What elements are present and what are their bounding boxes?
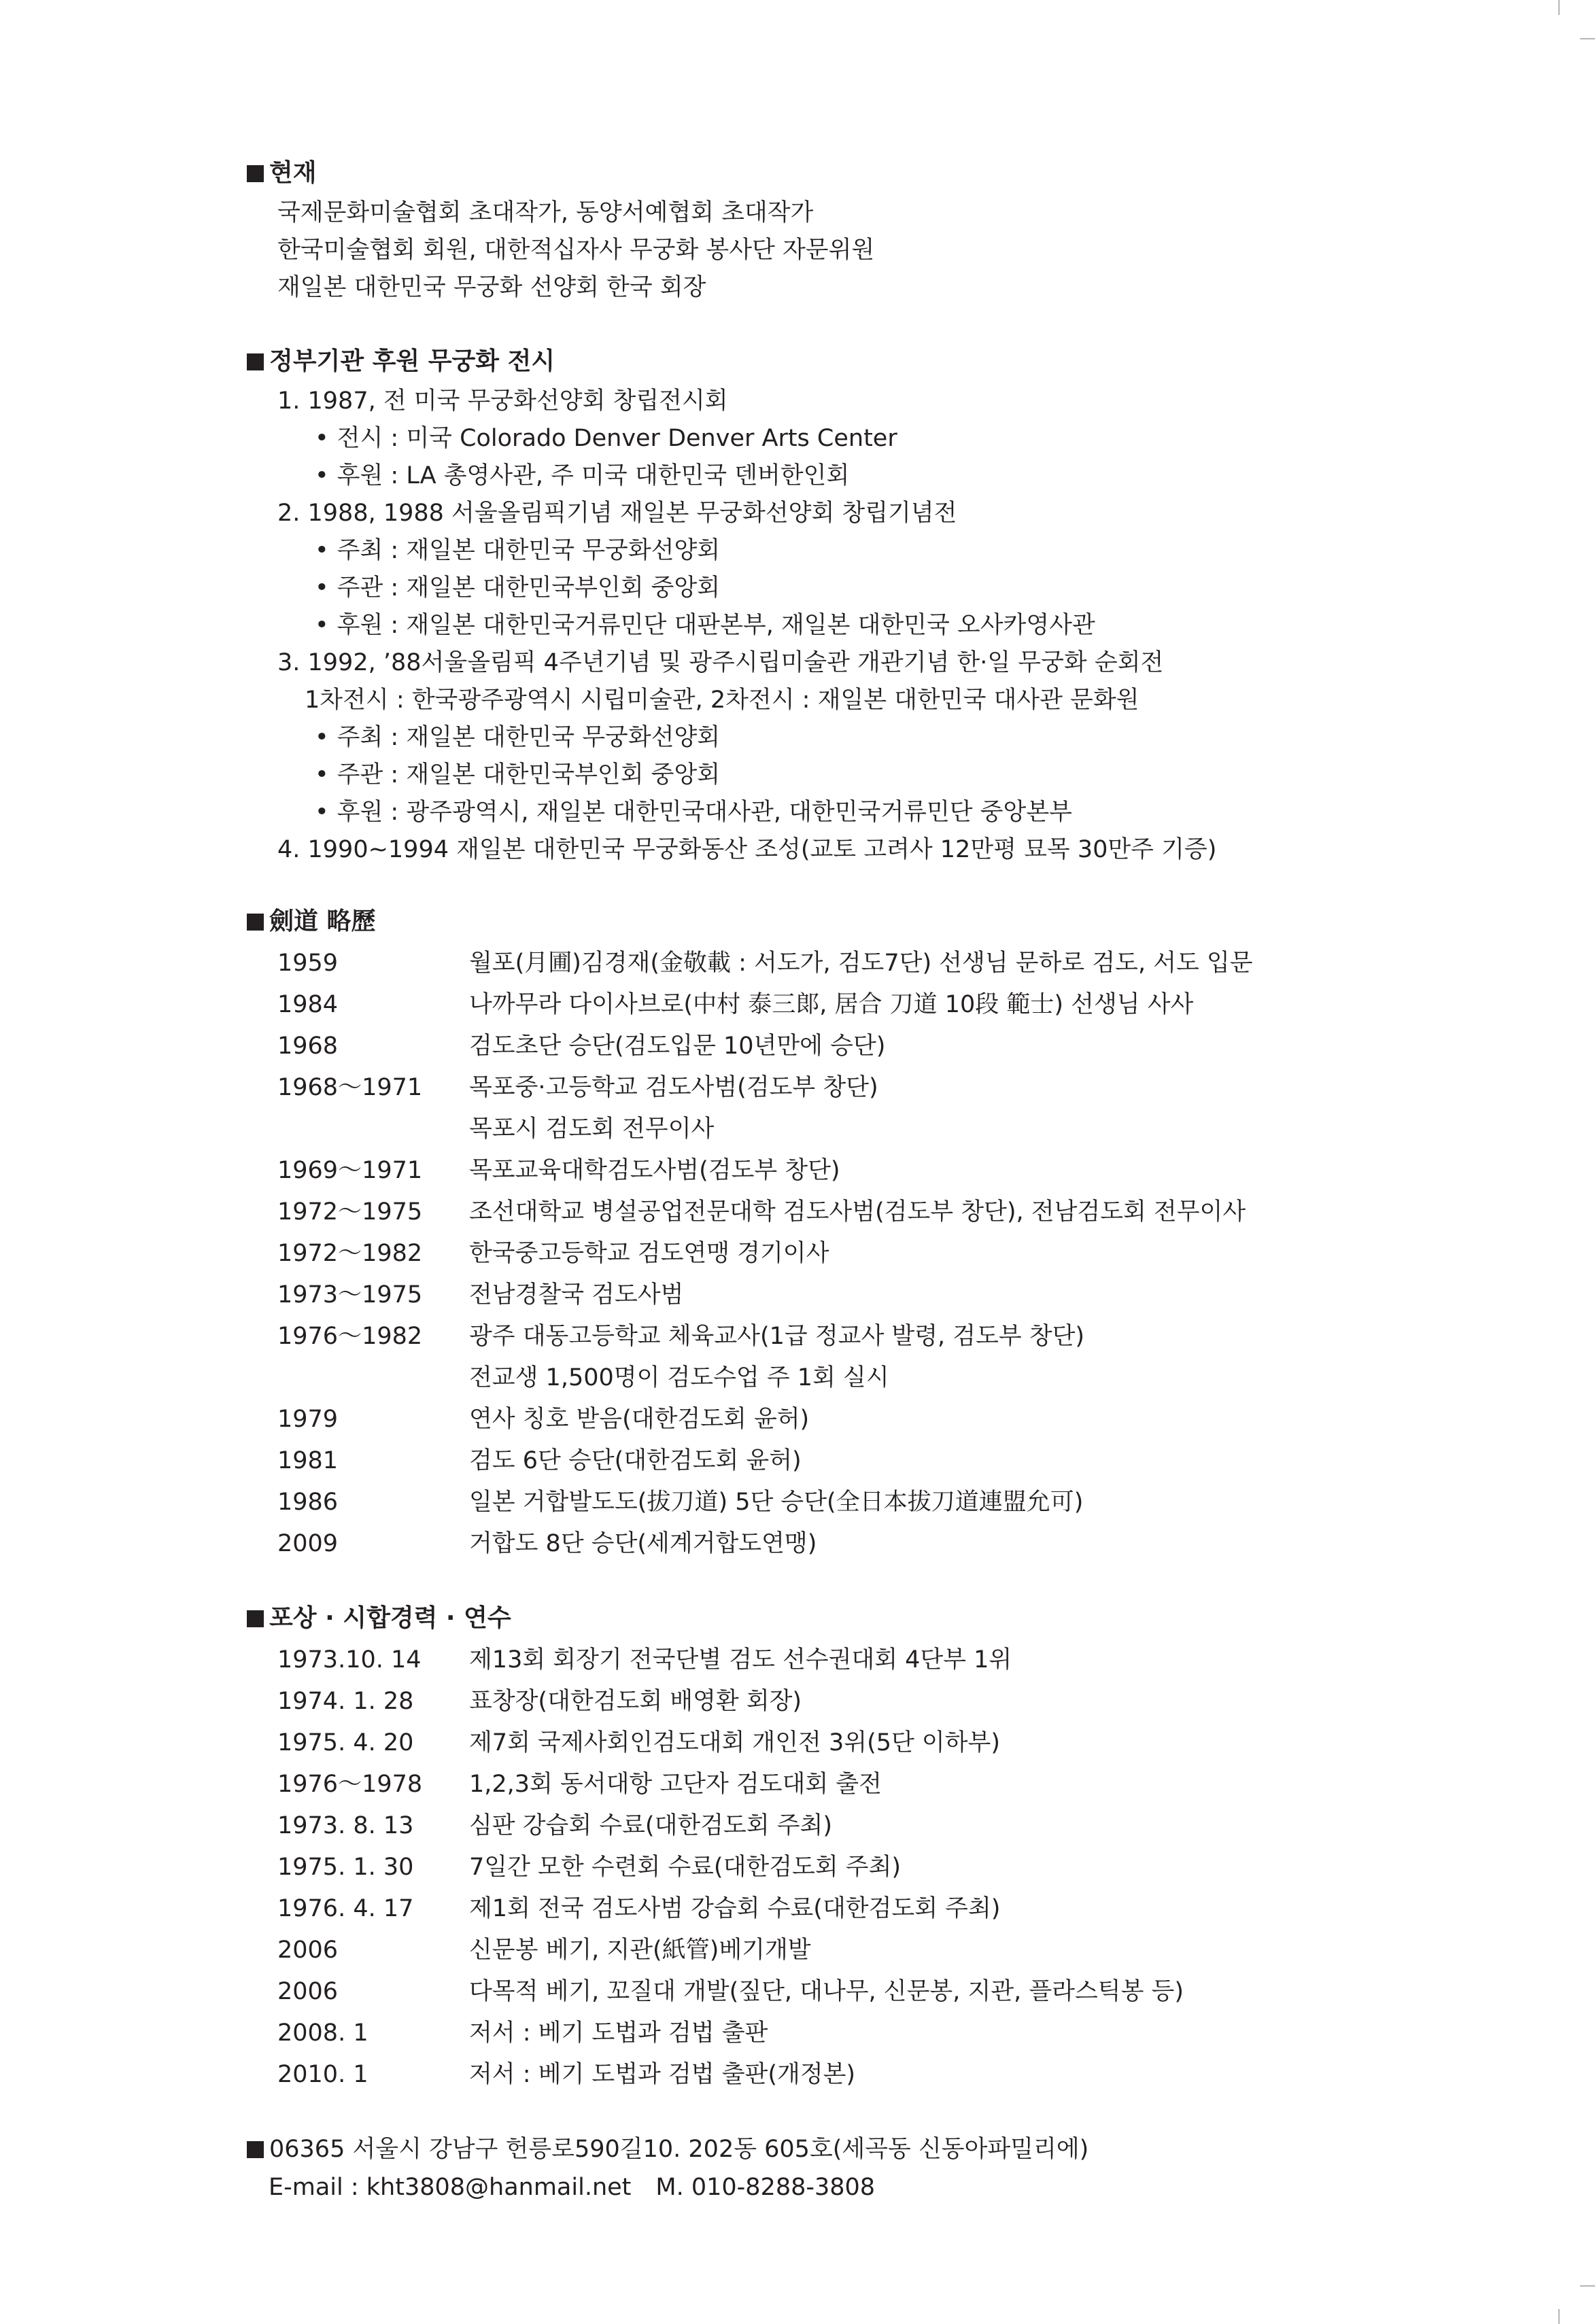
description-text: 광주 대동고등학교 체육교사(1급 정교사 발령, 검도부 창단) [469, 1323, 1085, 1350]
description-text: 나까무라 다이사브로(中村 泰三郞, 居合 刀道 10段 範士) 선생님 사사 [469, 991, 1194, 1018]
crop-mark [1558, 0, 1560, 15]
section-kendo-history [247, 901, 1539, 1565]
date-text: 2008. 1 [277, 2019, 368, 2047]
list-item [247, 2054, 1539, 2096]
date-text: 1968～1971 [277, 1074, 423, 1101]
exhibition-detail: • 주관 : 재일본 대한민국부인회 중앙회 [247, 570, 1539, 607]
date-text: 2010. 1 [277, 2061, 368, 2088]
date-text: 1975. 1. 30 [277, 1854, 414, 1881]
current-lines [247, 194, 1539, 307]
list-item [247, 1971, 1539, 2013]
list-item [247, 1640, 1539, 1681]
exhibition-lines [247, 383, 1539, 869]
description-text: 제7회 국제사회인검도대회 개인전 3위(5단 이하부) [469, 1729, 1001, 1756]
date-text: 1969～1971 [277, 1157, 423, 1184]
date-text: 1976～1982 [277, 1323, 423, 1350]
crop-mark [1580, 38, 1595, 39]
date-text: 1976～1978 [277, 1771, 423, 1798]
list-item [247, 1482, 1539, 1523]
address-text: 06365 서울시 강남구 헌릉로590길10. 202동 605호(세곡동 신동아파밀리에) [269, 2136, 1089, 2163]
list-item [247, 1847, 1539, 1888]
list-item [247, 1150, 1539, 1192]
list-item [247, 1067, 1539, 1109]
section-current [247, 152, 1539, 307]
date-text: 1972～1975 [277, 1198, 423, 1226]
date-text: 2006 [277, 1937, 339, 1964]
description-text: 제13회 회장기 전국단별 검도 선수권대회 4단부 1위 [469, 1646, 1012, 1673]
description-text: 검도초단 승단(검도입문 10년만에 승단) [469, 1033, 886, 1060]
heading-text: 현재 [269, 159, 317, 187]
exhibition-detail: • 주최 : 재일본 대한민국 무궁화선양회 [247, 719, 1539, 757]
list-item [247, 1681, 1539, 1722]
date-text: 1972～1982 [277, 1240, 423, 1267]
date-text: 2009 [277, 1530, 339, 1557]
description-text: 연사 칭호 받음(대한검도회 윤허) [469, 1406, 810, 1433]
awards-list [247, 1640, 1539, 2096]
square-bullet-icon [247, 2141, 264, 2158]
list-item: 재일본 대한민국 무궁화 선양회 한국 회장 [277, 274, 706, 301]
contact-line [247, 2168, 1539, 2206]
date-text: 1973.10. 14 [277, 1646, 422, 1673]
list-item [247, 1930, 1539, 1971]
list-item [247, 1764, 1539, 1805]
description-text: 조선대학교 병설공업전문대학 검도사범(검도부 창단), 전남검도회 전무이사 [469, 1198, 1246, 1226]
kendo-history-list [247, 943, 1539, 1565]
section-heading [247, 341, 1539, 383]
address-line [247, 2130, 1539, 2168]
list-item [247, 1316, 1539, 1357]
exhibition-item: 3. 1992, ’88서울올림픽 4주년기념 및 광주시립미술관 개관기념 한·일 무궁화 순회전 [277, 649, 1164, 676]
description-text: 7일간 모한 수련회 수료(대한검도회 주최) [469, 1854, 902, 1881]
description-text: 전교생 1,500명이 검도수업 주 1회 실시 [469, 1364, 889, 1391]
date-text: 1973～1975 [277, 1281, 423, 1308]
description-text: 목포교육대학검도사범(검도부 창단) [469, 1157, 840, 1184]
list-item: 한국미술협회 회원, 대한적십자사 무궁화 봉사단 자문위원 [277, 237, 875, 264]
section-exhibitions [247, 341, 1539, 869]
list-item [247, 2013, 1539, 2054]
list-item [247, 943, 1539, 984]
exhibition-detail: • 후원 : 재일본 대한민국거류민단 대판본부, 재일본 대한민국 오사카영사관 [247, 607, 1539, 644]
description-text: 저서 : 베기 도법과 검법 출판(개정본) [469, 2061, 856, 2088]
list-item [247, 1357, 1539, 1399]
heading-text: 劍道 略歷 [269, 907, 376, 935]
description-text: 저서 : 베기 도법과 검법 출판 [469, 2019, 768, 2047]
description-text: 거합도 8단 승단(세계거합도연맹) [469, 1530, 817, 1557]
exhibition-detail: • 후원 : 광주광역시, 재일본 대한민국대사관, 대한민국거류민단 중앙본부 [247, 794, 1539, 831]
list-item [247, 1109, 1539, 1150]
section-awards [247, 1597, 1539, 2096]
crop-mark [1558, 2309, 1560, 2324]
heading-text: 포상 · 시합경력 · 연수 [269, 1604, 511, 1632]
section-heading [247, 901, 1539, 943]
date-text: 1981 [277, 1447, 339, 1474]
date-text: 1975. 4. 20 [277, 1729, 414, 1756]
description-text: 제1회 전국 검도사범 강습회 수료(대한검도회 주최) [469, 1895, 1001, 1922]
date-text: 1973. 8. 13 [277, 1812, 414, 1839]
list-item [247, 1233, 1539, 1274]
exhibition-detail: • 전시 : 미국 Colorado Denver Denver Arts Center [247, 420, 1539, 457]
date-text: 1959 [277, 950, 339, 977]
description-text: 1,2,3회 동서대항 고단자 검도대회 출전 [469, 1771, 882, 1798]
list-item [247, 1440, 1539, 1482]
exhibition-detail: 1차전시 : 한국광주광역시 시립미술관, 2차전시 : 재일본 대한민국 대사관 문화원 [305, 687, 1139, 714]
description-text: 목포중·고등학교 검도사범(검도부 창단) [469, 1074, 878, 1101]
contact-footer [247, 2130, 1539, 2206]
exhibition-detail: • 후원 : LA 총영사관, 주 미국 대한민국 덴버한인회 [247, 457, 1539, 495]
date-text: 1986 [277, 1489, 339, 1516]
list-item: 국제문화미술협회 초대작가, 동양서예협회 초대작가 [277, 199, 814, 226]
description-text: 목포시 검도회 전무이사 [469, 1115, 715, 1143]
exhibition-item: 4. 1990~1994 재일본 대한민국 무궁화동산 조성(교토 고려사 12만평 묘목 30만주 기증) [277, 836, 1217, 863]
list-item [247, 1274, 1539, 1316]
square-bullet-icon [247, 1610, 264, 1627]
date-text: 1976. 4. 17 [277, 1895, 414, 1922]
section-heading [247, 152, 1539, 194]
list-item [247, 1192, 1539, 1233]
list-item [247, 1523, 1539, 1565]
exhibition-detail: • 주관 : 재일본 대한민국부인회 중앙회 [247, 757, 1539, 794]
description-text: 다목적 베기, 꼬질대 개발(짚단, 대나무, 신문봉, 지관, 플라스틱봉 등) [469, 1978, 1184, 2005]
description-text: 월포(月圃)김경재(金敬載 : 서도가, 검도7단) 선생님 문하로 검도, 서도 입문 [469, 950, 1253, 977]
square-bullet-icon [247, 165, 264, 182]
section-heading [247, 1597, 1539, 1640]
exhibition-detail: • 주최 : 재일본 대한민국 무궁화선양회 [247, 532, 1539, 570]
description-text: 검도 6단 승단(대한검도회 윤허) [469, 1447, 802, 1474]
square-bullet-icon [247, 914, 264, 931]
exhibition-item: 1. 1987, 전 미국 무궁화선양회 창립전시회 [277, 387, 728, 415]
description-text: 전남경찰국 검도사범 [469, 1281, 684, 1308]
description-text: 심판 강습회 수료(대한검도회 주최) [469, 1812, 833, 1839]
date-text: 1979 [277, 1406, 339, 1433]
list-item [247, 1026, 1539, 1067]
list-item [247, 1722, 1539, 1764]
date-text: 1974. 1. 28 [277, 1688, 414, 1715]
description-text: 신문봉 베기, 지관(紙管)베기개발 [469, 1937, 811, 1964]
date-text: 2006 [277, 1978, 339, 2005]
exhibition-item: 2. 1988, 1988 서울올림픽기념 재일본 무궁화선양회 창립기념전 [277, 500, 957, 527]
heading-text: 정부기관 후원 무궁화 전시 [269, 347, 555, 375]
description-text: 표창장(대한검도회 배영환 회장) [469, 1688, 802, 1715]
phone-text: M. 010-8288-3808 [655, 2174, 876, 2201]
square-bullet-icon [247, 353, 264, 370]
list-item [247, 1399, 1539, 1440]
date-text: 1984 [277, 991, 339, 1018]
description-text: 일본 거합발도도(拔刀道) 5단 승단(全日本拔刀道連盟允可) [469, 1489, 1084, 1516]
list-item [247, 1888, 1539, 1930]
date-text: 1968 [277, 1033, 339, 1060]
email-text[interactable]: E-mail : kht3808@hanmail.net [269, 2174, 632, 2201]
crop-mark [1580, 2285, 1595, 2287]
description-text: 한국중고등학교 검도연맹 경기이사 [469, 1240, 829, 1267]
list-item [247, 984, 1539, 1026]
list-item [247, 1805, 1539, 1847]
